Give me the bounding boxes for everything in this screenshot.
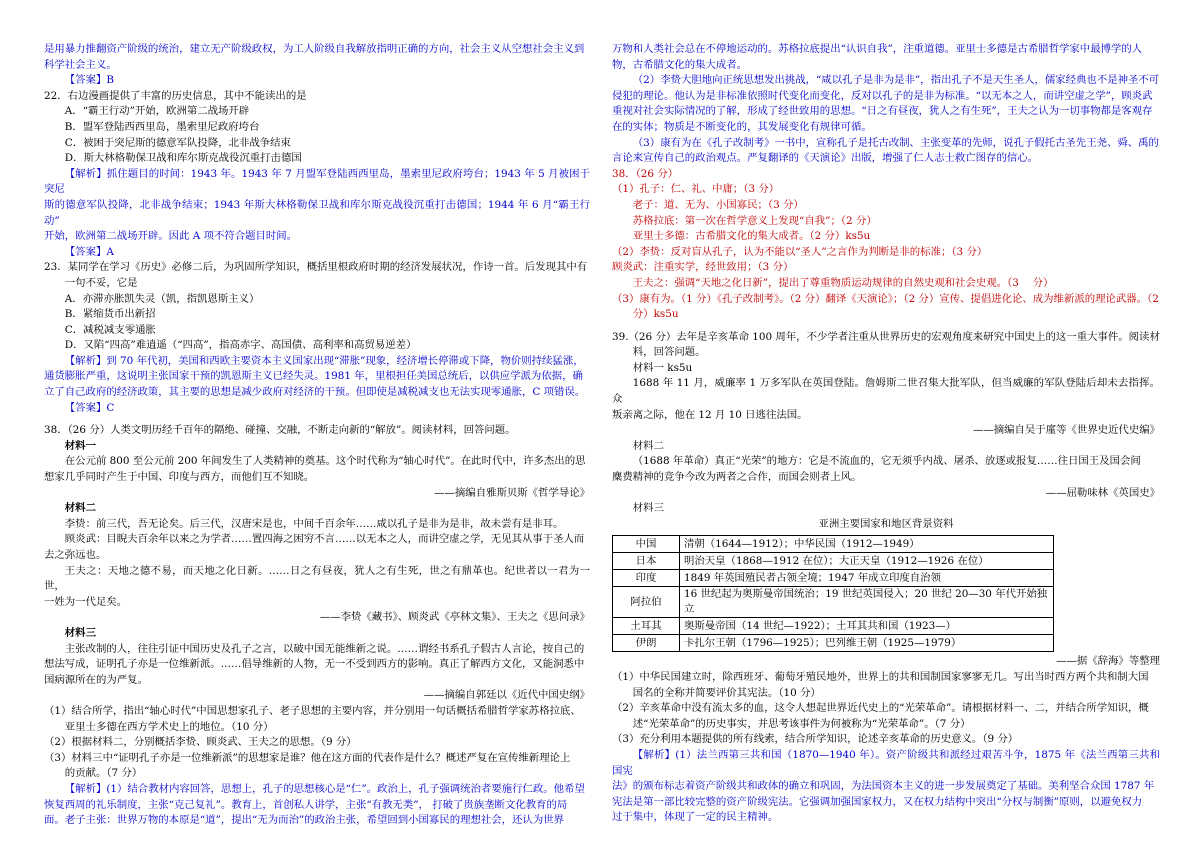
right-lines_top-line: 1688 年 11 月，威廉率 1 万多军队在英国登陆。詹姆斯二世召集大批军队，但当威廉的军队登陆后却未去指挥。众 — [612, 377, 1160, 406]
left-lines-line: 想法写成，证明孔子亦是一位维新派。……倡导维新的人物，无一不受到西方的影响。真正了解西方文化，又能洞悉中 — [44, 658, 585, 671]
left-column — [44, 42, 590, 829]
table-cell-info: 卡扎尔王朝（1796—1925）；巴列维王朝（1925—1979） — [680, 635, 1054, 652]
left-lines-line: 材料二 — [64, 502, 96, 515]
right-lines_bottom-line: 述“光荣革命”的历史事实，并思考该事件为何被称为“光荣革命”。（7 分） — [632, 717, 971, 730]
left-lines-line: 斯的德意军队投降，北非战争结束；1943 年斯大林格勒保卫战和库尔斯克战役沉重打击德国；1944 年 6 月“霸王行动” — [44, 198, 590, 227]
right-lines_bottom-line: （2）辛亥革命中没有流太多的血，这令人想起世界近代史上的“光荣革命”。请根据材料一、二，并结合所学知识，概 — [612, 702, 1149, 715]
left-lines-line: 李贽：前三代，吾无论矣。后三代，汉唐宋是也，中间千百余年……咸以孔子是非为是非，故未尝有是非耳。 — [64, 517, 564, 530]
right-lines_top-line: 物，古希腊文化的集大成者。 — [612, 58, 748, 71]
right-lines_top-line: 王夫之：强调“天地之化日新”，提出了尊重物质运动规律的自然史观和社会史观。（3 分） — [632, 276, 1054, 289]
left-lines-line: 【解析】(1）结合教材内容回答，思想上，孔子的思想核心是“仁”。政治上，孔子强调统治者要施行仁政。他希望 — [64, 782, 585, 795]
right-lines_top-line: （1688 年革命）真正“光荣”的地方：它是不流血的，它无须乎内战、屠杀、放逐或报复……往日国王及国会间 — [632, 455, 1141, 468]
table-cell-info: 奥斯曼帝国（14 世纪—1922）；土耳其共和国（1923—） — [680, 618, 1054, 635]
left-lines-line: 亚里士多德在西方学术史上的地位。（10 分） — [64, 720, 274, 733]
right-lines_top-line: （3）康有为在《孔子改制考》一书中，宣称孔子是托古改制、主张变革的先师，说孔子假托古圣先王尧、舜、禹的 — [632, 136, 1159, 149]
table-cell-country: 阿拉伯 — [613, 587, 680, 618]
left-lines-line: 王夫之：天地之德不易，而天地之化日新。……日之有昼夜，犹人之有生死，世之有鼎革也。纪世者以一君为一世， — [44, 564, 590, 593]
right-lines_top-line: ——摘编自吴于廑等《世界史近代史编》 — [972, 424, 1160, 437]
left-lines-line: 【解析】到 70 年代初，美国和西欧主要资本主义国家出现“滞胀”现象，经济增长停滞或下降，物价则持续猛涨， — [64, 354, 584, 367]
table-cell-info: 1849 年英国殖民者占领全境；1947 年成立印度自治领 — [680, 570, 1054, 587]
right-lines_top-line: （2）李贽大胆地向正统思想发出挑战，“咸以孔子是非为是非”，指出孔子不是天生圣人，儒家经典也不是神圣不可 — [632, 74, 1160, 87]
right-lines_top-line: （3）康有为。（1 分）《孔子改制考》。（2 分）翻译《天演论》；（2 分）宣传、提倡进化论、成为维新派的理论武器。（2 — [612, 292, 1159, 305]
left-lines-line: 是用暴力推翻资产阶级的统治，建立无产阶级政权，为工人阶级自我解放指明正确的方向，社会主义从空想社会主义到 — [44, 43, 585, 55]
background-table — [612, 535, 1054, 652]
left-lines-line: 立了自己政府的经济政策，其主要的思想是减少政府对经济的干预。但即使是减税减支也无法实现零通胀，C 项错误。 — [44, 386, 586, 399]
right-lines_top-line: 麋费精神的竞争今改为两者之合作，而国会则者上风。 — [612, 471, 862, 484]
table-cell-info: 清朝（1644—1912）；中华民国（1912—1949） — [680, 536, 1054, 553]
left-lines-line: 材料三 — [64, 626, 96, 639]
table-row — [613, 618, 1054, 635]
right-lines_top-line: 老子：道、无为、小国寡民；（3 分） — [632, 198, 804, 211]
left-lines-line — [44, 416, 590, 423]
right-bottom-text — [612, 654, 1160, 826]
left-lines-line: 一姓为一代足矣。 — [44, 595, 128, 608]
table-cell-info: 16 世纪起为奥斯曼帝国统治；19 世纪英国侵入；20 世纪 20—30 年代开始独立 — [680, 587, 1054, 618]
right-lines_bottom-line: （1）中华民国建立时，除西班牙、葡萄牙殖民地外，世界上的共和国制国家寥寥无几。写出当时西方两个共和制大国 — [612, 671, 1149, 683]
right-lines_top-line: （1）孔子：仁、礼、中庸；（3 分） — [612, 183, 780, 196]
right-lines_top-line: 39.（26 分）去年是辛亥革命 100 周年，不少学者注重从世界历史的宏观角度来研究中国史上的这一重大事件。阅读材 — [612, 330, 1160, 343]
left-lines-line: C．被困于突尼斯的德意军队投降，北非战争结束 — [64, 136, 291, 149]
left-lines-line: 材料一 — [64, 439, 96, 452]
left-lines-line: A．“霸王行动”开始，欧洲第二战场开辟 — [64, 105, 250, 118]
left-lines-line: 去之弥远也。 — [44, 549, 107, 561]
right-lines_top-line: 38．（26 分） — [612, 167, 679, 180]
left-lines-line: 科学社会主义。 — [44, 58, 117, 71]
right-lines_top-line: 亚里士多德：古希腊文化的集大成者。（2 分）ks5u — [632, 230, 871, 243]
right-lines_top-line: 分）ks5u — [632, 308, 679, 321]
table-title: 亚洲主要国家和地区背景资料 — [818, 517, 954, 530]
left-lines-line: 顾炎武：目睨夫百余年以来之为学者……置四海之困穷不言……以无本之人，而讲空虚之学，无见其从事于圣人而 — [64, 533, 585, 546]
left-lines-line: （3）材料三中“证明孔子亦是一位维新派”的思想家是谁？他在这方面的代表作是什么？概述严复在宣传维新理论上 — [44, 751, 571, 764]
left-lines-line: B．紧缩货币出新招 — [64, 308, 156, 321]
table-cell-country: 土耳其 — [613, 618, 680, 635]
left-lines-line: 国病源所在的为严复。 — [44, 673, 148, 686]
left-lines-line: （1）结合所学，指出“轴心时代”中国思想家孔子、老子思想的主要内容，并分别用一句话概括希腊哲学家苏格拉底、 — [44, 704, 581, 717]
left-lines-line: 的贡献。（7 分） — [64, 767, 143, 780]
right-lines_bottom-line: ——据《辞海》等整理 — [1056, 655, 1160, 668]
left-lines-line: 想家几乎同时产生于中国、印度与西方，而他们互不知晓。 — [44, 471, 315, 484]
table-cell-info: 明治天皇（1868—1912 在位）；大正天皇（1912—1926 在位） — [680, 553, 1054, 570]
table-cell-country: 中国 — [613, 536, 680, 553]
right-column — [612, 42, 1160, 826]
left-lines-line: C．减税减支零通胀 — [64, 323, 156, 336]
right-lines_top-line — [612, 323, 1160, 330]
left-lines-line: ——摘编自雅斯贝斯《哲学导论》 — [434, 486, 590, 499]
right-lines_top-line: 重视对社会实际情况的了解，形成了经世致用的思想。“日之有昼夜，犹人之有生死”，王夫之认为一切事物都是客观存 — [612, 105, 1153, 118]
table-row — [613, 553, 1054, 570]
table-cell-country: 伊朗 — [613, 635, 680, 652]
right-lines_top-line: 材料一 ks5u — [632, 361, 693, 374]
right-lines_top-line: （2）李贽：反对盲从孔子，认为不能以“圣人”之言作为判断是非的标准；（3 分） — [612, 245, 988, 258]
left-lines-line: 开始，欧洲第二战场开辟。因此 A 项不符合题目时间。 — [44, 230, 298, 243]
right-lines_bottom-line: 国名的全称并简要评价其宪法。（10 分） — [632, 686, 821, 699]
left-lines-line: ——摘编自郭廷以《近代中国史纲》 — [423, 689, 590, 702]
right-lines_bottom-line: 过于集中，体现了一定的民主精神。 — [612, 811, 779, 824]
right-lines_top-line: 侵犯的理论。他认为是非标准依照时代变化而变化，反对以孔子的是非为标准。“以无本之人，而讲空虚之学”，顾炎武 — [612, 89, 1153, 102]
table-cell-country: 日本 — [613, 553, 680, 570]
right-lines_bottom-line: 法》的颁布标志着资产阶级共和政体的确立和巩固，为法国资本主义的进一步发展奠定了基础。美利坚合众国 1787 年 — [612, 780, 1155, 793]
right-lines_top-line: 万物和人类社会总在不停地运动的。苏格拉底提出“认识自我”，注重道德。亚里士多德是古希腊哲学家中最博学的人 — [612, 43, 1143, 55]
right-lines_top-line: 材料三 — [632, 502, 664, 515]
left-lines-line: 22．右边漫画提供了丰富的历史信息，其中不能读出的是 — [44, 89, 307, 102]
left-lines-line: 通货膨胀严重，这说明主张国家干预的凯恩斯主义已经失灵。1981 年，里根担任美国总统后，以供应学派为依据，确 — [44, 370, 583, 383]
left-lines-line: 【答案】A — [64, 245, 114, 258]
left-lines-line: 面。老子主张：世界万物的本原是“道”，提出“无为而治”的政治主张，希望回到小国寡民的理想社会，还认为世界 — [44, 814, 564, 827]
left-lines-line: 【解析】抓住题目的时间：1943 年。1943 年 7 月盟军登陆西西里岛，墨索里尼政府垮台；1943 年 5 月被困于突尼 — [44, 167, 590, 196]
right-lines_top-line: 顾炎武：注重实学，经世致用；（3 分） — [612, 261, 794, 274]
left-lines-line: 23．某同学在学习《历史》必修二后，为巩固所学知识，概括里根政府时期的经济发展状况，作诗一首。后发现其中有 — [44, 261, 588, 274]
left-lines-line: A．亦滞亦胀凯失灵（凯，指凯恩斯主义） — [64, 292, 260, 305]
right-lines_bottom-line: 【解析】(1）法兰西第三共和国（1870—1940 年）。资产阶级共和派经过艰苦斗争，1875 年《法兰西第三共和国宪 — [612, 748, 1160, 777]
left-lines-line: 【答案】C — [64, 401, 115, 414]
left-lines-line: 【答案】B — [64, 74, 114, 87]
right-top-text — [612, 42, 1160, 517]
right-lines_top-line: 叛亲离之际，他在 12 月 10 日逃往法国。 — [612, 408, 808, 421]
left-lines-line: 38．（26 分）人类文明历经千百年的隔绝、碰撞、交融，不断走向新的“解放”。阅读材料，回答问题。 — [44, 424, 516, 437]
left-lines-line: （2）根据材料二，分别概括李贽、顾炎武、王夫之的思想。（9 分） — [44, 736, 357, 749]
right-lines_top-line: 苏格拉底：第一次在哲学意义上发现“自我”；（2 分） — [632, 214, 877, 227]
table-row — [613, 570, 1054, 587]
right-lines_bottom-line: （3）充分利用本题提供的所有线索，结合所学知识，论述辛亥革命的历史意义。（9 分） — [612, 733, 1019, 746]
table-cell-country: 印度 — [613, 570, 680, 587]
left-lines-line: 在公元前 800 至公元前 200 年间发生了人类精神的奠基。这个时代称为“轴心时代”。在此时代中，许多杰出的思 — [64, 455, 586, 468]
right-lines_bottom-line: 宪法是第一部比较完整的资产阶级宪法。它强调加强国家权力，又在权力结构中突出“分权与制衡”原则，以避免权力 — [612, 795, 1143, 808]
left-lines-line: B．盟军登陆西西里岛，墨索里尼政府垮台 — [64, 120, 260, 133]
left-lines-line: D．斯大林格勒保卫战和库尔斯克战役沉重打击德国 — [64, 152, 302, 165]
right-lines_top-line: 材料二 — [632, 439, 664, 452]
table-row — [613, 587, 1054, 618]
right-lines_top-line: ——屈勒味林《英国史》 — [1045, 486, 1160, 499]
right-lines_top-line: 言论来宣传自己的政治观点。严复翻译的《天演论》出版，增强了仁人志士救亡图存的信心。 — [612, 152, 1039, 165]
table-row — [613, 536, 1054, 553]
right-lines_top-line: 在的实体；物质是不断变化的，其发展变化有规律可循。 — [612, 120, 872, 133]
left-lines-line: ——李贽《藏书》、顾炎武《亭林文集》、王夫之《思问录》 — [319, 611, 590, 624]
right-lines_top-line: 料，回答问题。 — [632, 346, 706, 359]
left-lines-line: 主张改制的人，往往引证中国历史及孔子之言，以破中国无能维新之说。……谓经书系孔子假古人言论，按自己的 — [64, 642, 585, 655]
left-lines-line: 恢复西周的礼乐制度，主张“克己复礼”。教育上，首创私人讲学，主张“有教无类”， 打破了贵族垄断文化教育的局 — [44, 798, 568, 811]
table-row — [613, 635, 1054, 652]
left-lines-line: 一句不妥，它是 — [64, 276, 138, 289]
left-lines-line: D．又陷“四高”难逍遥（“四高”，指高赤字、高国债、高利率和高贸易逆差） — [64, 339, 417, 352]
